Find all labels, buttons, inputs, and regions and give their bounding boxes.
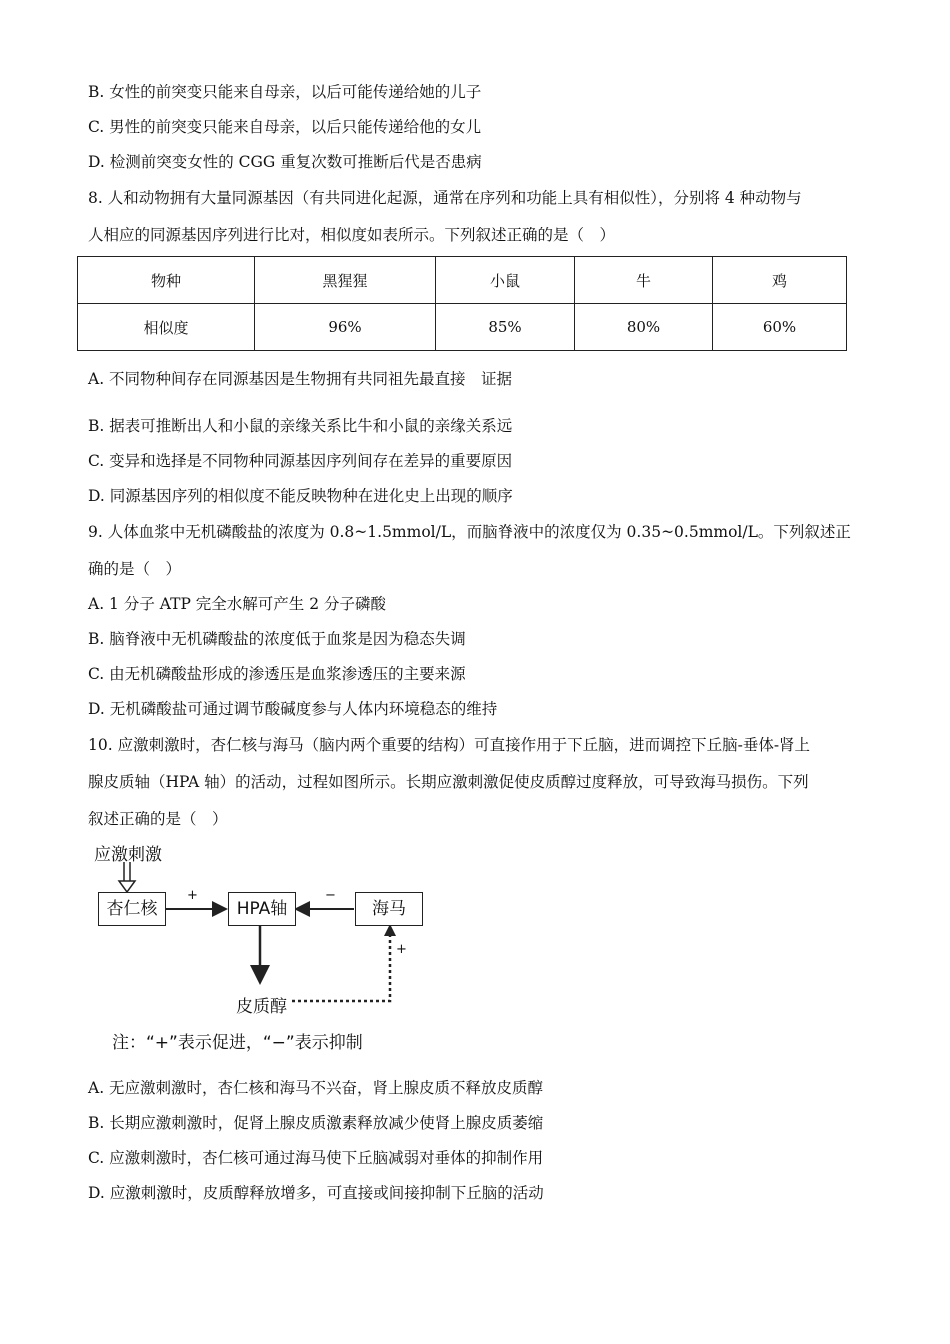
cortisol-label: 皮质醇 xyxy=(236,997,287,1017)
table-cell: 物种 xyxy=(78,257,255,304)
q9-option-a: A. 1 分子 ATP 完全水解可产生 2 分子磷酸 xyxy=(88,595,387,613)
q7-option-d: D. 检测前突变女性的 CGG 重复次数可推断后代是否患病 xyxy=(88,153,482,171)
hpa-axis-diagram xyxy=(88,836,448,1056)
table-cell: 相似度 xyxy=(78,304,255,351)
q10-option-c: C. 应激刺激时，杏仁核可通过海马使下丘脑减弱对垂体的抑制作用 xyxy=(88,1149,544,1167)
q8-stem-line-1: 8. 人和动物拥有大量同源基因（有共同进化起源，通常在序列和功能上具有相似性），分别将 4 种动物与 xyxy=(88,189,802,207)
hollow-down-arrow xyxy=(119,862,135,892)
q7-option-c: C. 男性的前突变只能来自母亲，以后只能传递给他的女儿 xyxy=(88,118,482,136)
table-cell: 60% xyxy=(713,304,847,351)
table-cell: 96% xyxy=(255,304,436,351)
q10-option-d: D. 应激刺激时，皮质醇释放增多，可直接或间接抑制下丘脑的活动 xyxy=(88,1184,544,1202)
q10-option-a: A. 无应激刺激时，杏仁核和海马不兴奋，肾上腺皮质不释放皮质醇 xyxy=(88,1079,544,1097)
hippocampus-box: 海马 xyxy=(355,892,423,926)
q10-stem-line-3: 叙述正确的是（ ） xyxy=(88,810,228,828)
amygdala-box: 杏仁核 xyxy=(98,892,166,926)
q10-option-b: B. 长期应激刺激时，促肾上腺皮质激素释放减少使肾上腺皮质萎缩 xyxy=(88,1114,544,1132)
q8-option-c: C. 变异和选择是不同物种同源基因序列间存在差异的重要原因 xyxy=(88,452,513,470)
q7-option-b: B. 女性的前突变只能来自母亲，以后可能传递给她的儿子 xyxy=(88,83,482,101)
promote-sign-2: + xyxy=(396,942,407,957)
q9-option-b: B. 脑脊液中无机磷酸盐的浓度低于血浆是因为稳态失调 xyxy=(88,630,466,648)
stimulus-label: 应激刺激 xyxy=(94,845,162,865)
diagram-note: 注：“+”表示促进，“−”表示抑制 xyxy=(112,1033,363,1053)
similarity-table xyxy=(77,256,847,351)
table-cell: 小鼠 xyxy=(436,257,575,304)
q10-stem-line-1: 10. 应激刺激时，杏仁核与海马（脑内两个重要的结构）可直接作用于下丘脑，进而调控下丘脑-垂体-肾上 xyxy=(88,736,811,754)
q8-option-a: A. 不同物种间存在同源基因是生物拥有共同祖先最直接 证据 xyxy=(88,370,513,388)
q9-option-d: D. 无机磷酸盐可通过调节酸碱度参与人体内环境稳态的维持 xyxy=(88,700,498,718)
table-header-row xyxy=(78,257,847,304)
q9-option-c: C. 由无机磷酸盐形成的渗透压是血浆渗透压的主要来源 xyxy=(88,665,466,683)
cortisol-to-hippocampus-arrow xyxy=(292,934,390,1001)
q8-option-d: D. 同源基因序列的相似度不能反映物种在进化史上出现的顺序 xyxy=(88,487,513,505)
q9-stem-line-1: 9. 人体血浆中无机磷酸盐的浓度为 0.8~1.5mmol/L，而脑脊液中的浓度仅为 0.35~0.5mmol/L。下列叙述正 xyxy=(88,523,851,541)
hpa-axis-box: HPA轴 xyxy=(228,892,296,926)
table-cell: 鸡 xyxy=(713,257,847,304)
q9-stem-line-2: 确的是（ ） xyxy=(88,560,182,578)
table-cell: 黑猩猩 xyxy=(255,257,436,304)
q8-stem-line-2: 人相应的同源基因序列进行比对，相似度如表所示。下列叙述正确的是（ ） xyxy=(88,226,616,244)
table-row xyxy=(78,304,847,351)
table-cell: 80% xyxy=(575,304,713,351)
table-cell: 85% xyxy=(436,304,575,351)
promote-sign: + xyxy=(187,888,198,903)
q10-stem-line-2: 腺皮质轴（HPA 轴）的活动，过程如图所示。长期应激刺激促使皮质醇过度释放，可导致海马损伤。下列 xyxy=(88,773,809,791)
q8-option-b: B. 据表可推断出人和小鼠的亲缘关系比牛和小鼠的亲缘关系远 xyxy=(88,417,513,435)
diagram-arrows xyxy=(88,836,448,1056)
inhibit-sign: − xyxy=(325,888,336,903)
table-cell: 牛 xyxy=(575,257,713,304)
